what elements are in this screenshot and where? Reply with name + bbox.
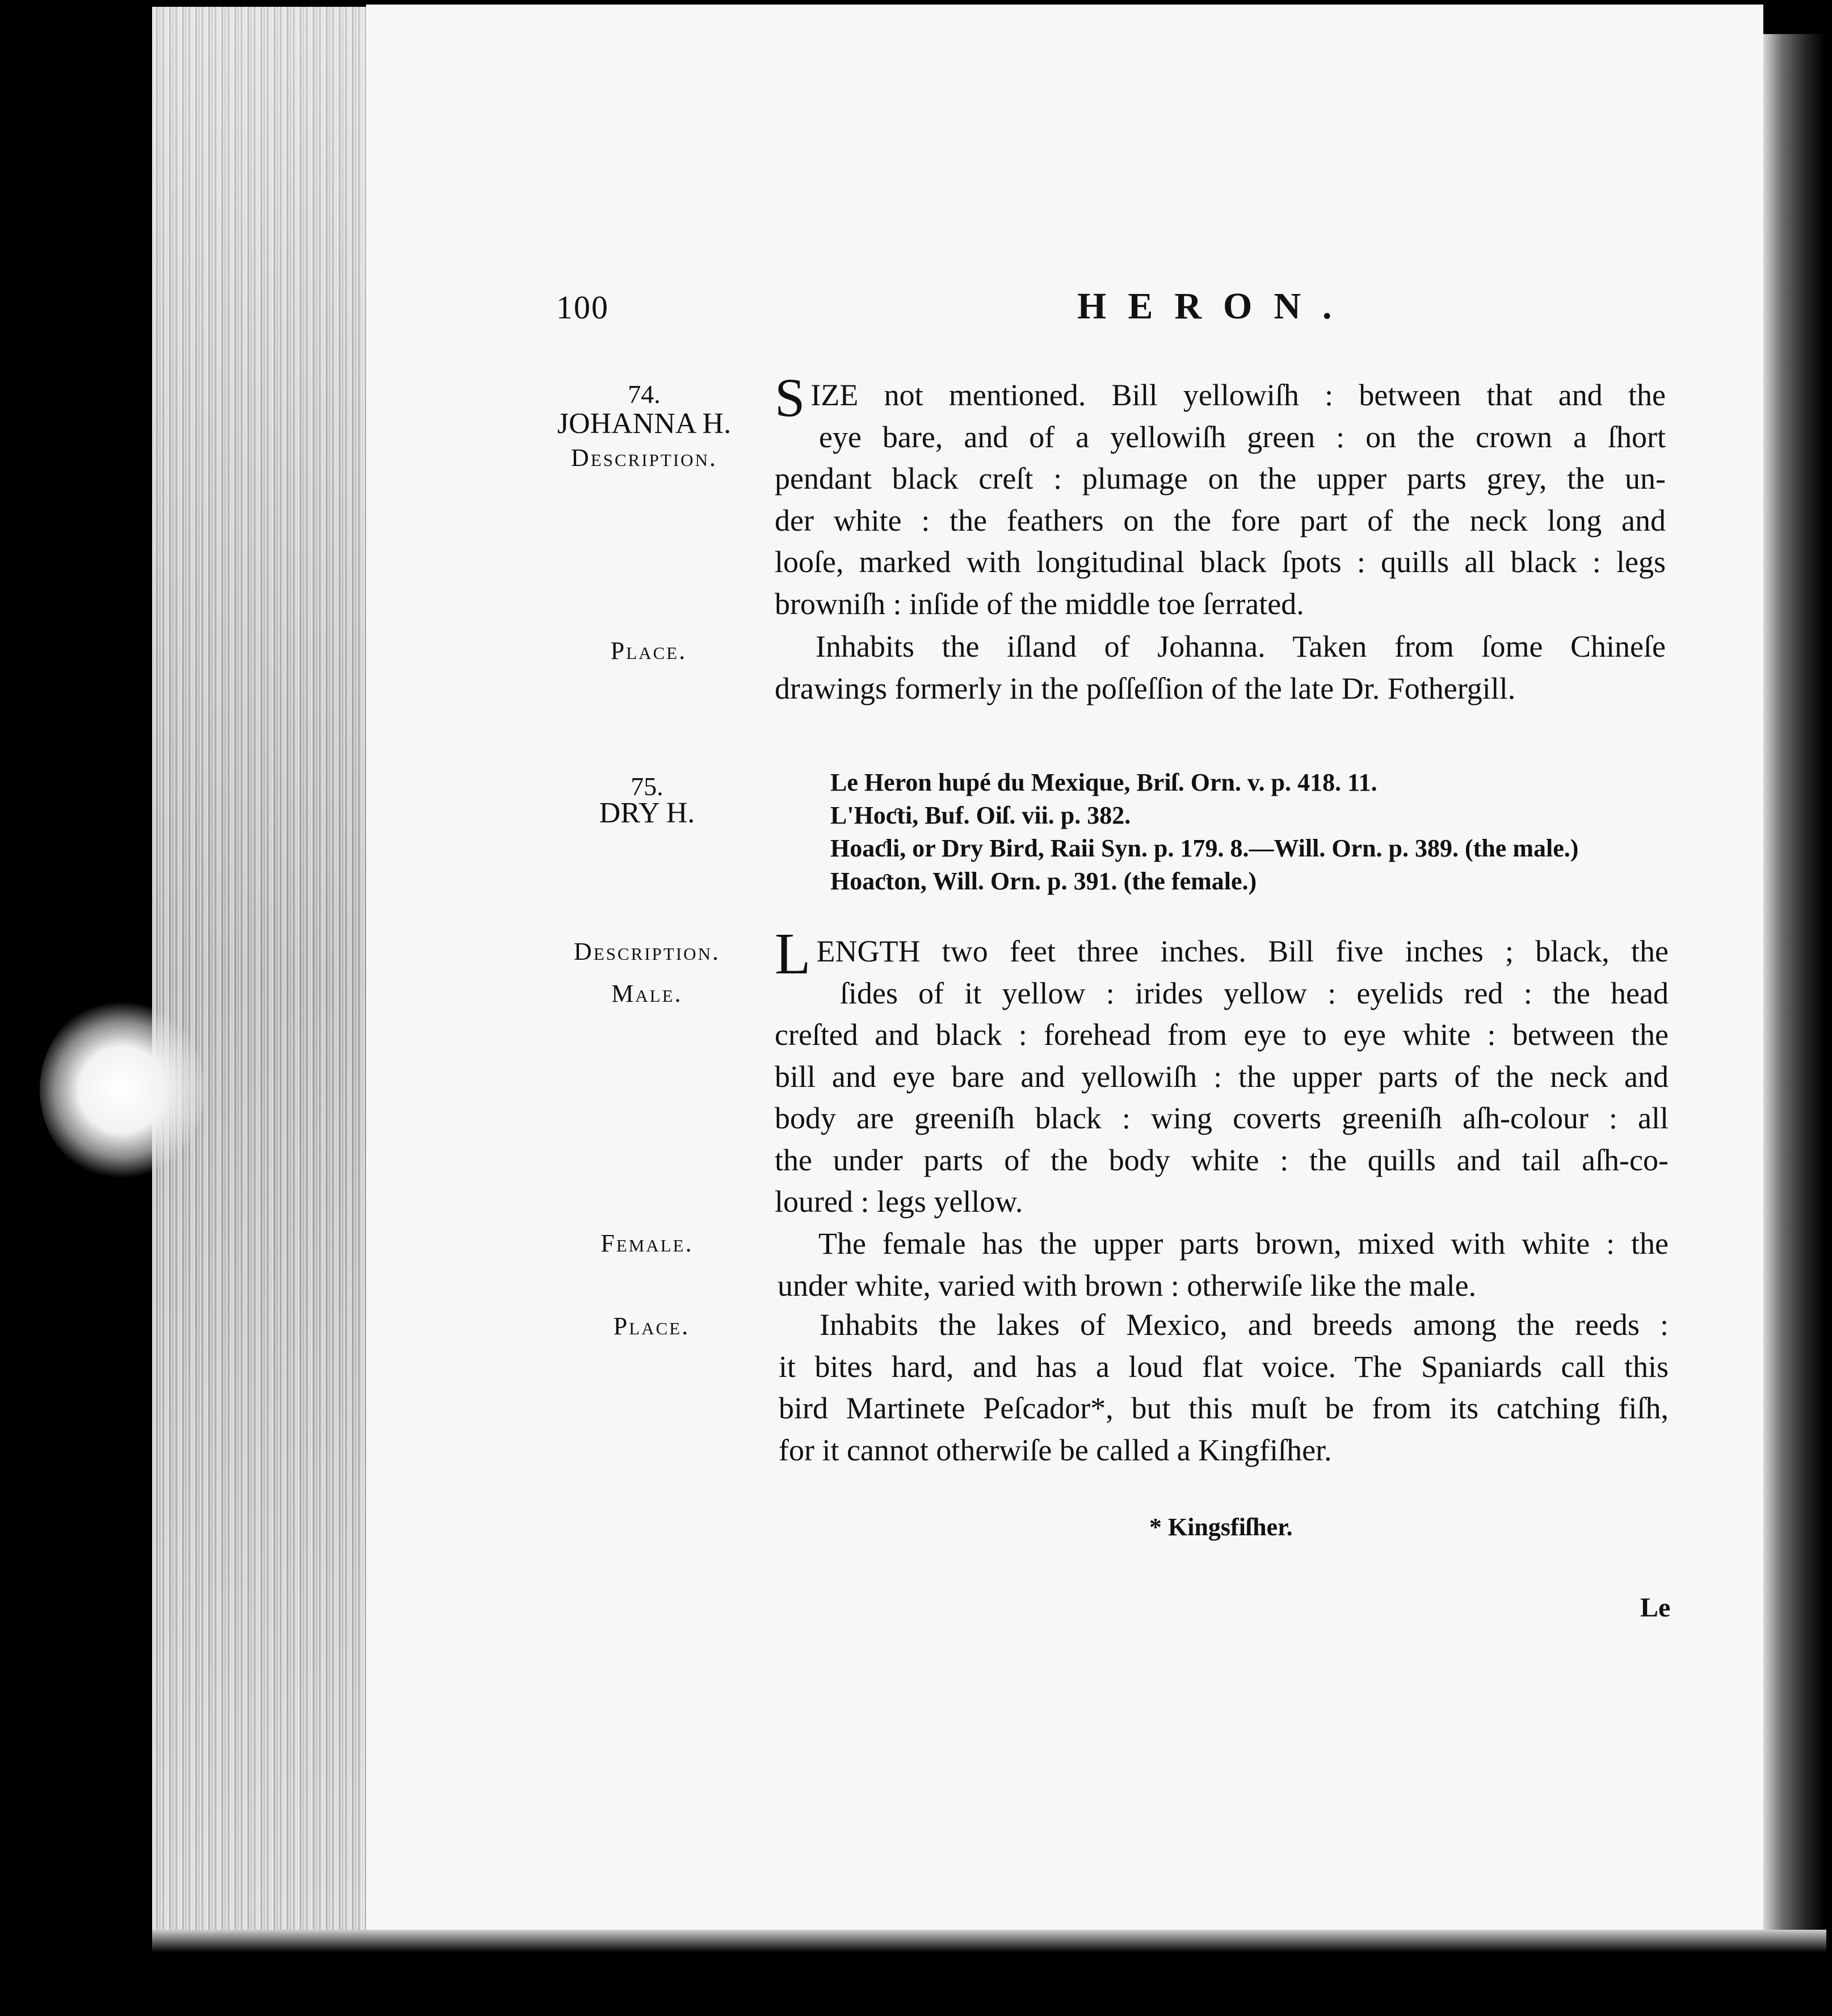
facing-page-edge: [1763, 34, 1826, 1952]
place74-line: drawings formerly in the poſſeſſion of the late Dr. Fothergill.: [775, 671, 1516, 705]
male-line: ENGTH two feet three inches. Bill five inches ; black, the: [816, 934, 1669, 968]
entry-75-place-label: Place.: [613, 1312, 690, 1340]
synonym-line: Le Heron hupé du Mexique, Briſ. Orn. v. p. 418. 11.: [830, 768, 1377, 796]
synonym-line: L'Hoƈti, Buf. Oiſ. vii. p. 382.: [830, 801, 1131, 829]
entry-75-place: [779, 1304, 1669, 1471]
entry-74-description-label: Description.: [571, 444, 717, 472]
entry-75-male-label: Male.: [611, 980, 683, 1007]
dropcap-s: S: [775, 367, 805, 428]
place75-line: Inhabits the lakes of Mexico, and breeds among the reeds :: [820, 1308, 1669, 1342]
entry-74-number: 74.: [628, 380, 661, 409]
place75-line: for it cannot otherwiſe be called a Kingfiſher.: [779, 1433, 1332, 1467]
entry-74-description: [775, 367, 1666, 625]
entry-75-synonyms: [830, 766, 1578, 898]
desc74-line: der white : the feathers on the fore part of the neck long and: [775, 503, 1666, 537]
footnote: * Kingsfiſher.: [1149, 1513, 1293, 1541]
entry-75-male-description: [775, 921, 1669, 1223]
synonym-line: Hoaƈton, Will. Orn. p. 391. (the female.): [830, 867, 1257, 895]
desc74-line: pendant black creſt : plumage on the upper parts grey, the un-: [775, 461, 1666, 495]
male-line: loured : legs yellow.: [775, 1185, 1023, 1219]
male-line: body are greeniſh black : wing coverts greeniſh aſh-colour : all: [775, 1101, 1669, 1135]
entry-75-female-description: [778, 1223, 1669, 1307]
place75-line: bird Martinete Peſcador*, but this muſt be from its catching fiſh,: [779, 1391, 1669, 1425]
bottom-shadow: [152, 1930, 1826, 1952]
dropcap-l: L: [775, 921, 811, 986]
male-line: ſides of it yellow : irides yellow : eyelids red : the head: [840, 976, 1669, 1010]
paper-stain: [40, 999, 204, 1181]
synonym-line: Hoaƈli, or Dry Bird, Raii Syn. p. 179. 8.—Will. Orn. p. 389. (the male.): [830, 834, 1579, 862]
place75-line: it bites hard, and has a loud flat voice. The Spaniards call this: [779, 1349, 1669, 1384]
running-head: HERON.: [1077, 285, 1354, 327]
entry-75-name: DRY H.: [599, 797, 695, 829]
desc74-line: IZE not mentioned. Bill yellowiſh : between that and the: [810, 378, 1666, 412]
page-block-edges: [152, 7, 368, 1948]
male-line: bill and eye bare and yellowiſh : the upper parts of the neck and: [775, 1059, 1669, 1094]
catchword: Le: [1640, 1593, 1671, 1623]
entry-74-name: JOHANNA H.: [557, 408, 732, 440]
female-line: The female has the upper parts brown, mixed with white : the: [818, 1227, 1669, 1261]
entry-75-margin: [545, 772, 749, 829]
entry-75-number: 75.: [631, 772, 663, 801]
male-line: the under parts of the body white : the quills and tail aſh-co-: [775, 1143, 1669, 1177]
place74-line: Inhabits the iſland of Johanna. Taken from ſome Chineſe: [816, 629, 1666, 663]
entry-74-place-label: Place.: [610, 637, 687, 665]
desc74-line: looſe, marked with longitudinal black ſpots : quills all black : legs: [775, 545, 1666, 579]
female-line: under white, varied with brown : otherwiſe like the male.: [778, 1268, 1477, 1303]
male-line: creſted and black : forehead from eye to eye white : between the: [775, 1018, 1669, 1052]
entry-75-description-label: Description.: [574, 938, 720, 965]
desc74-line: browniſh : inſide of the middle toe ſerrated.: [775, 586, 1304, 621]
page-number: 100: [556, 289, 609, 326]
entry-74-margin: [542, 381, 746, 476]
entry-74-place: [775, 626, 1666, 709]
entry-75-female-label: Female.: [600, 1229, 694, 1257]
desc74-line: eye bare, and of a yellowiſh green : on the crown a ſhort: [819, 419, 1666, 454]
